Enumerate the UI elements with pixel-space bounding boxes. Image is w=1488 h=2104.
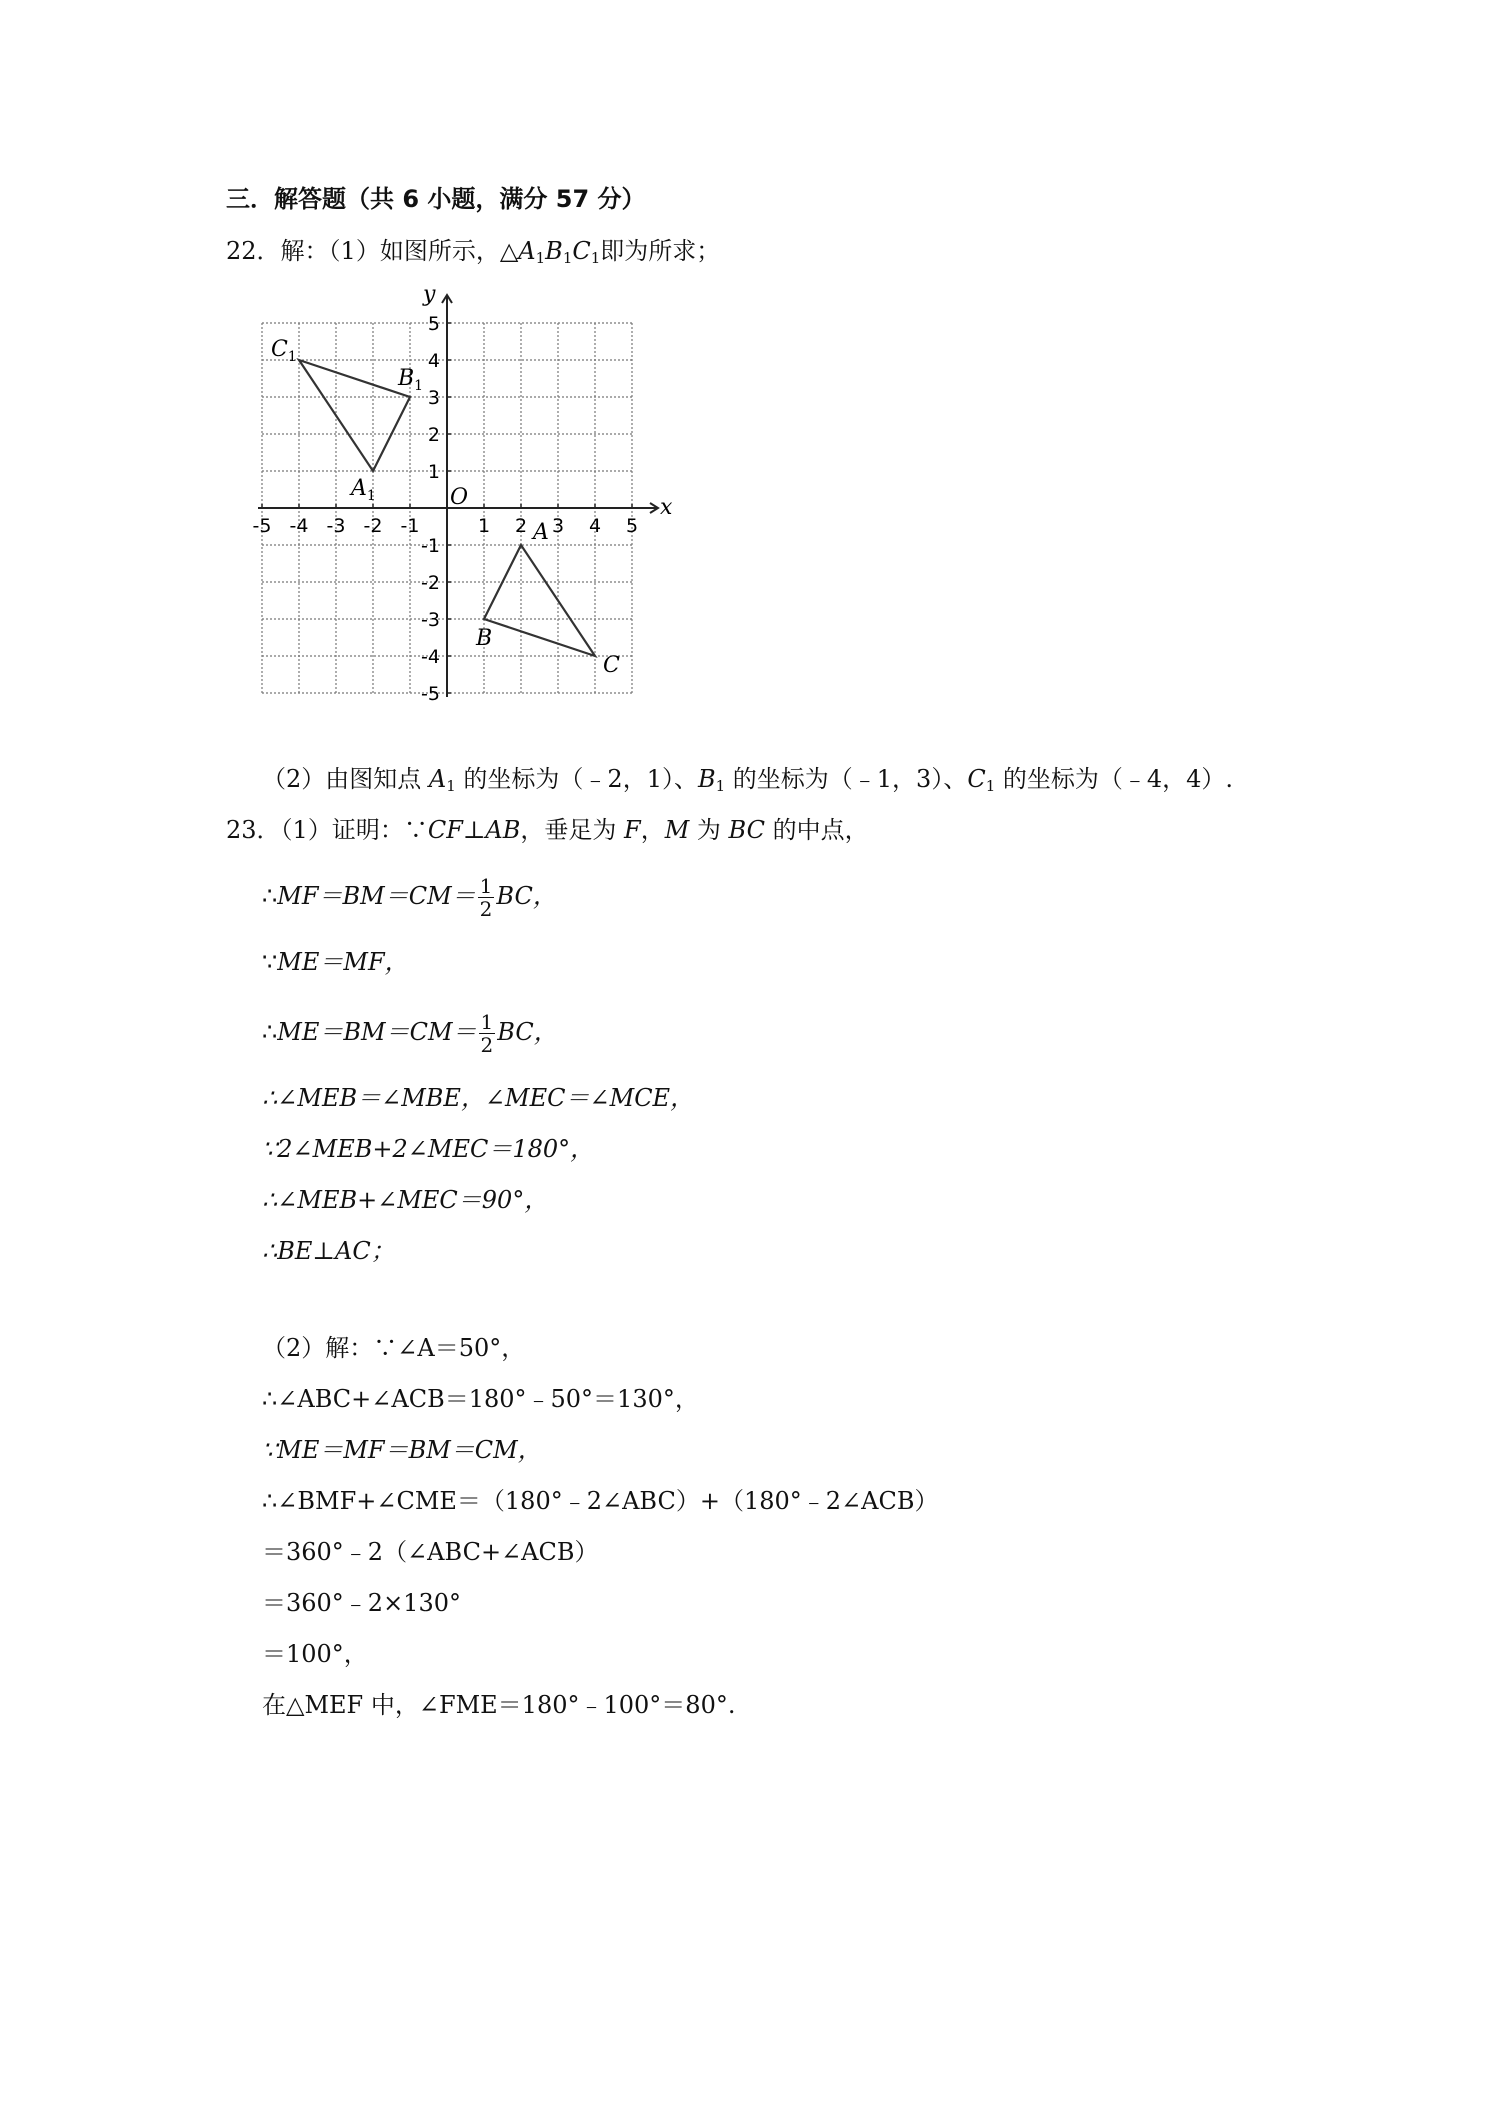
q22-part2-text: 的坐标为（﹣2，1）、: [455, 765, 698, 793]
q22-part2: [262, 764, 1233, 794]
q23-part2-line-5: ＝360°﹣2（∠ABC+∠ACB）: [262, 1538, 599, 1566]
section-heading: 三．解答题（共 6 小题，满分 57 分）: [226, 185, 646, 213]
sub: 1: [535, 249, 546, 267]
q23-text: （1）证明：∵: [280, 816, 428, 844]
vertex-label-a: A: [533, 520, 549, 545]
q23-expr: ME＝BM＝CM＝: [277, 1018, 477, 1046]
therefore-symbol: ∴: [262, 882, 278, 910]
label-c1: C: [572, 237, 591, 265]
x-tick-label: 2: [514, 515, 528, 537]
vertex-label-c1: $C_1$: [271, 337, 297, 365]
q23-line-1: [226, 815, 869, 845]
q23-text: 的中点，: [764, 816, 869, 844]
sub: 1: [985, 777, 996, 795]
fraction-half: [479, 1011, 496, 1056]
fraction-numerator: 1: [480, 1010, 494, 1034]
y-tick-label: 5: [427, 313, 440, 335]
sub: 1: [715, 777, 726, 795]
y-tick-label: 2: [427, 424, 440, 446]
y-tick-label: -3: [421, 609, 440, 631]
x-tick-label: -1: [400, 515, 420, 537]
x-tick-label: -5: [252, 515, 272, 537]
y-tick-label: -5: [421, 683, 440, 705]
therefore-symbol: ∴: [262, 1018, 278, 1046]
x-axis-label: x: [660, 495, 673, 520]
q23-line-8: ∴BE⊥AC；: [262, 1237, 395, 1265]
sub: 1: [446, 777, 456, 795]
label-b1: B: [545, 237, 563, 265]
x-tick-label: 4: [588, 515, 602, 537]
q23-expr: MF＝BM＝CM＝: [277, 882, 476, 910]
y-tick-label: 1: [427, 461, 440, 483]
q23-part2-line-4: ∴∠BMF+∠CME＝（180°﹣2∠ABC）+（180°﹣2∠ACB）: [262, 1487, 939, 1515]
q23-expr: BC，: [496, 882, 557, 910]
x-tick-label: -4: [289, 515, 309, 537]
vertex-subscript: 1: [366, 488, 376, 504]
label-a1: A: [428, 765, 447, 793]
y-tick-label: 3: [427, 387, 440, 409]
y-tick-label: -1: [421, 535, 440, 557]
triangle-a1b1c1: [299, 360, 410, 471]
sub: 1: [590, 249, 601, 267]
vertex-subscript: 1: [287, 349, 297, 365]
q23-line-3: [262, 947, 409, 977]
q23-line-7: ∴∠MEB+∠MEC＝90°，: [262, 1186, 549, 1214]
y-tick-label: 4: [427, 350, 440, 372]
y-tick-label: -2: [421, 572, 440, 594]
q23-part2-line-6: ＝360°﹣2×130°: [262, 1589, 461, 1617]
x-tick-label: -3: [326, 515, 346, 537]
label-b1: B: [697, 765, 716, 793]
q22-intro-end: 即为所求；: [600, 237, 721, 265]
q22-part2-text: （2）由图知点: [262, 765, 429, 793]
q23-text: ，: [640, 816, 665, 844]
label-a1: A: [518, 237, 536, 265]
coordinate-grid-figure: [252, 278, 673, 705]
q23-text: ，垂足为: [520, 816, 625, 844]
x-tick-label: 5: [625, 515, 639, 537]
q23-line-4: [262, 1006, 558, 1058]
q23-part2-line-7: ＝100°，: [262, 1640, 368, 1668]
y-tick-label: -4: [421, 646, 440, 668]
fraction-numerator: 1: [479, 874, 493, 898]
q23-part2-line-8: 在△MEF 中，∠FME＝180°﹣100°＝80°.: [262, 1691, 736, 1719]
q23-text: AB: [485, 816, 521, 844]
fraction-half: [478, 875, 495, 920]
because-symbol: ∵: [262, 948, 278, 976]
fraction-denominator: 2: [479, 897, 493, 921]
vertex-label-b: B: [476, 626, 493, 651]
q23-expr: ME＝MF，: [277, 948, 409, 976]
x-tick-label: 3: [551, 515, 565, 537]
vertex-label-a1: $A_1$: [351, 476, 376, 504]
fraction-denominator: 2: [480, 1033, 494, 1057]
q23-part2-line-3: ∵ME＝MF＝BM＝CM，: [262, 1436, 542, 1464]
x-tick-label: -2: [363, 515, 383, 537]
vertex-label-c: C: [603, 653, 620, 678]
y-axis-label: y: [423, 282, 436, 307]
q23-text: CF: [427, 816, 463, 844]
q22-line-1: [226, 236, 720, 266]
vertex-label-b1: $B_1$: [398, 366, 424, 394]
x-tick-label: 1: [477, 515, 491, 537]
q23-part2-line-2: ∴∠ABC+∠ACB＝180°﹣50°＝130°，: [262, 1385, 699, 1413]
q22-part2-text: 的坐标为（﹣1，3）、: [725, 765, 968, 793]
q22-number: 22．: [226, 237, 281, 265]
q23-line-6: ∵2∠MEB+2∠MEC＝180°，: [262, 1135, 595, 1163]
sub: 1: [562, 249, 573, 267]
label-c1: C: [967, 765, 986, 793]
q23-number: 23．: [226, 816, 281, 844]
q23-part2-line-1: （2）解：∵∠A＝50°，: [262, 1334, 526, 1362]
q23-text: ⊥: [462, 816, 486, 844]
q23-text: F: [624, 816, 641, 844]
q23-text: BC: [728, 816, 765, 844]
q22-part2-text: 的坐标为（﹣4，4）.: [995, 765, 1234, 793]
origin-label: O: [450, 485, 469, 510]
q23-line-2: [262, 870, 557, 922]
q23-text: M: [664, 816, 690, 844]
triangle-abc: [484, 545, 595, 656]
q22-intro: 解：（1）如图所示，△: [280, 237, 519, 265]
q23-text: 为: [689, 816, 729, 844]
q23-expr: BC，: [497, 1018, 558, 1046]
vertex-subscript: 1: [414, 378, 424, 394]
q23-line-5: ∴∠MEB＝∠MBE，∠MEC＝∠MCE，: [262, 1084, 695, 1112]
